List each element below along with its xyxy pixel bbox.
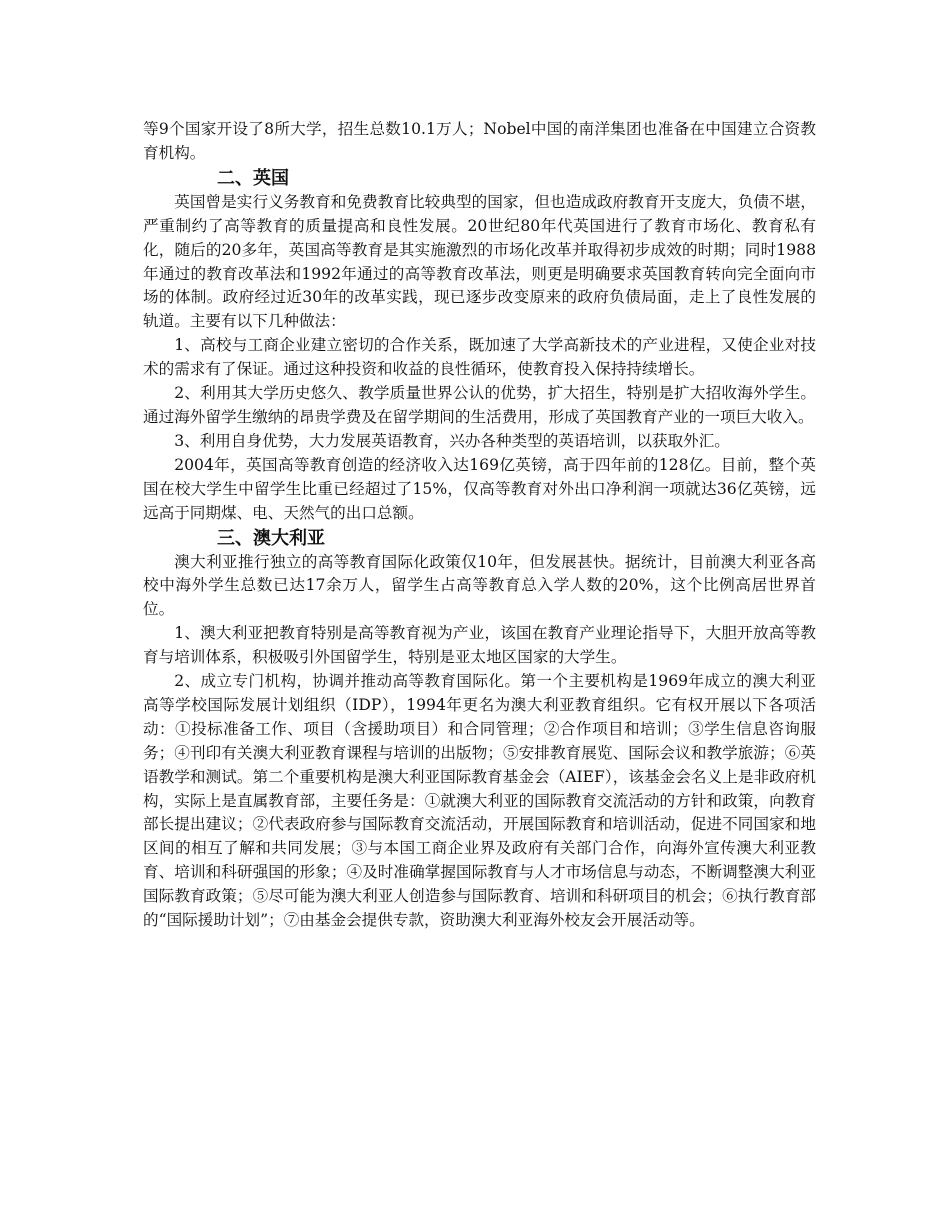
- section-heading-australia: 三、澳大利亚: [217, 527, 325, 549]
- uk-paragraph-item-1: 1、高校与工商企业建立密切的合作关系，既加速了大学高新技术的产业进程，又使企业对技术的需求有了保证。通过这种投资和收益的良性循环，使教育投入保持持续增长。: [143, 336, 816, 379]
- uk-paragraph-statistics: 2004年，英国高等教育创造的经济收入达169亿英镑，高于四年前的128亿。目前，整个英国在校大学生中留学生比重已经超过了15%，仅高等教育对外出口净利润一项就达36亿英镑，远远高于同期煤、电、天然气的出口总额。: [143, 455, 816, 522]
- au-paragraph-overview: 澳大利亚推行独立的高等教育国际化政策仅10年，但发展甚快。据统计，目前澳大利亚各高校中海外学生总数已达17余万人，留学生占高等教育总入学人数的20%，这个比例高居世界首位。: [143, 552, 816, 619]
- document-page: [143, 118, 816, 933]
- section-heading-uk: 二、英国: [217, 167, 289, 189]
- au-paragraph-item-2: 2、成立专门机构，协调并推动高等教育国际化。第一个主要机构是1969年成立的澳大利亚高等学校国际发展计划组织（IDP），1994年更名为澳大利亚教育组织。它有权开展以下各项活动：①投标准备工作、项目（含援助项目）和合同管理；②合作项目和培训；③学生信息咨询服务；④刊印有关澳大利亚教育课程与培训的出版物；⑤安排教育展览、国际会议和教学旅游；⑥英语教学和测试。第二个重要机构是澳大利亚国际教育基金会（AIEF），该基金会名义上是非政府机构，实际上是直属教育部，主要任务是：①就澳大利亚的国际教育交流活动的方针和政策，向教育部长提出建议；②代表政府参与国际教育交流活动，开展国际教育和培训活动，促进不同国家和地区间的相互了解和共同发展；③与本国工商企业界及政府有关部门合作，向海外宣传澳大利亚教育、培训和科研强国的形象；④及时准确掌握国际教育与人才市场信息与动态，不断调整澳大利亚国际教育政策；⑤尽可能为澳大利亚人创造参与国际教育、培训和科研项目的机会；⑥执行教育部的“国际援助计划”；⑦由基金会提供专款，资助澳大利亚海外校友会开展活动等。: [143, 672, 816, 930]
- uk-paragraph-item-3: 3、利用自身优势，大力发展英语教育，兴办各种类型的英语培训，以获取外汇。: [174, 431, 730, 450]
- au-paragraph-item-1: 1、澳大利亚把教育特别是高等教育视为产业，该国在教育产业理论指导下，大胆开放高等教育与培训体系，积极吸引外国留学生，特别是亚太地区国家的大学生。: [143, 624, 816, 667]
- uk-paragraph-overview: 英国曾是实行义务教育和免费教育比较典型的国家，但也造成政府教育开支庞大，负债不堪，严重制约了高等教育的质量提高和良性发展。20世纪80年代英国进行了教育市场化、教育私有化，随后的20多年，英国高等教育是其实施激烈的市场化改革并取得初步成效的时期；同时1988年通过的教育改革法和1992年通过的高等教育改革法，则更是明确要求英国教育转向完全面向市场的体制。政府经过近30年的改革实践，现已逐步改变原来的政府负债局面，走上了良性发展的轨道。主要有以下几种做法：: [143, 192, 816, 331]
- intro-paragraph: 等9个国家开设了8所大学，招生总数10.1万人；Nobel中国的南洋集团也准备在中国建立合资教育机构。: [143, 120, 816, 162]
- uk-paragraph-item-2: 2、利用其大学历史悠久、教学质量世界公认的优势，扩大招生，特别是扩大招收海外学生。通过海外留学生缴纳的昂贵学费及在留学期间的生活费用，形成了英国教育产业的一项巨大收入。: [143, 384, 816, 426]
